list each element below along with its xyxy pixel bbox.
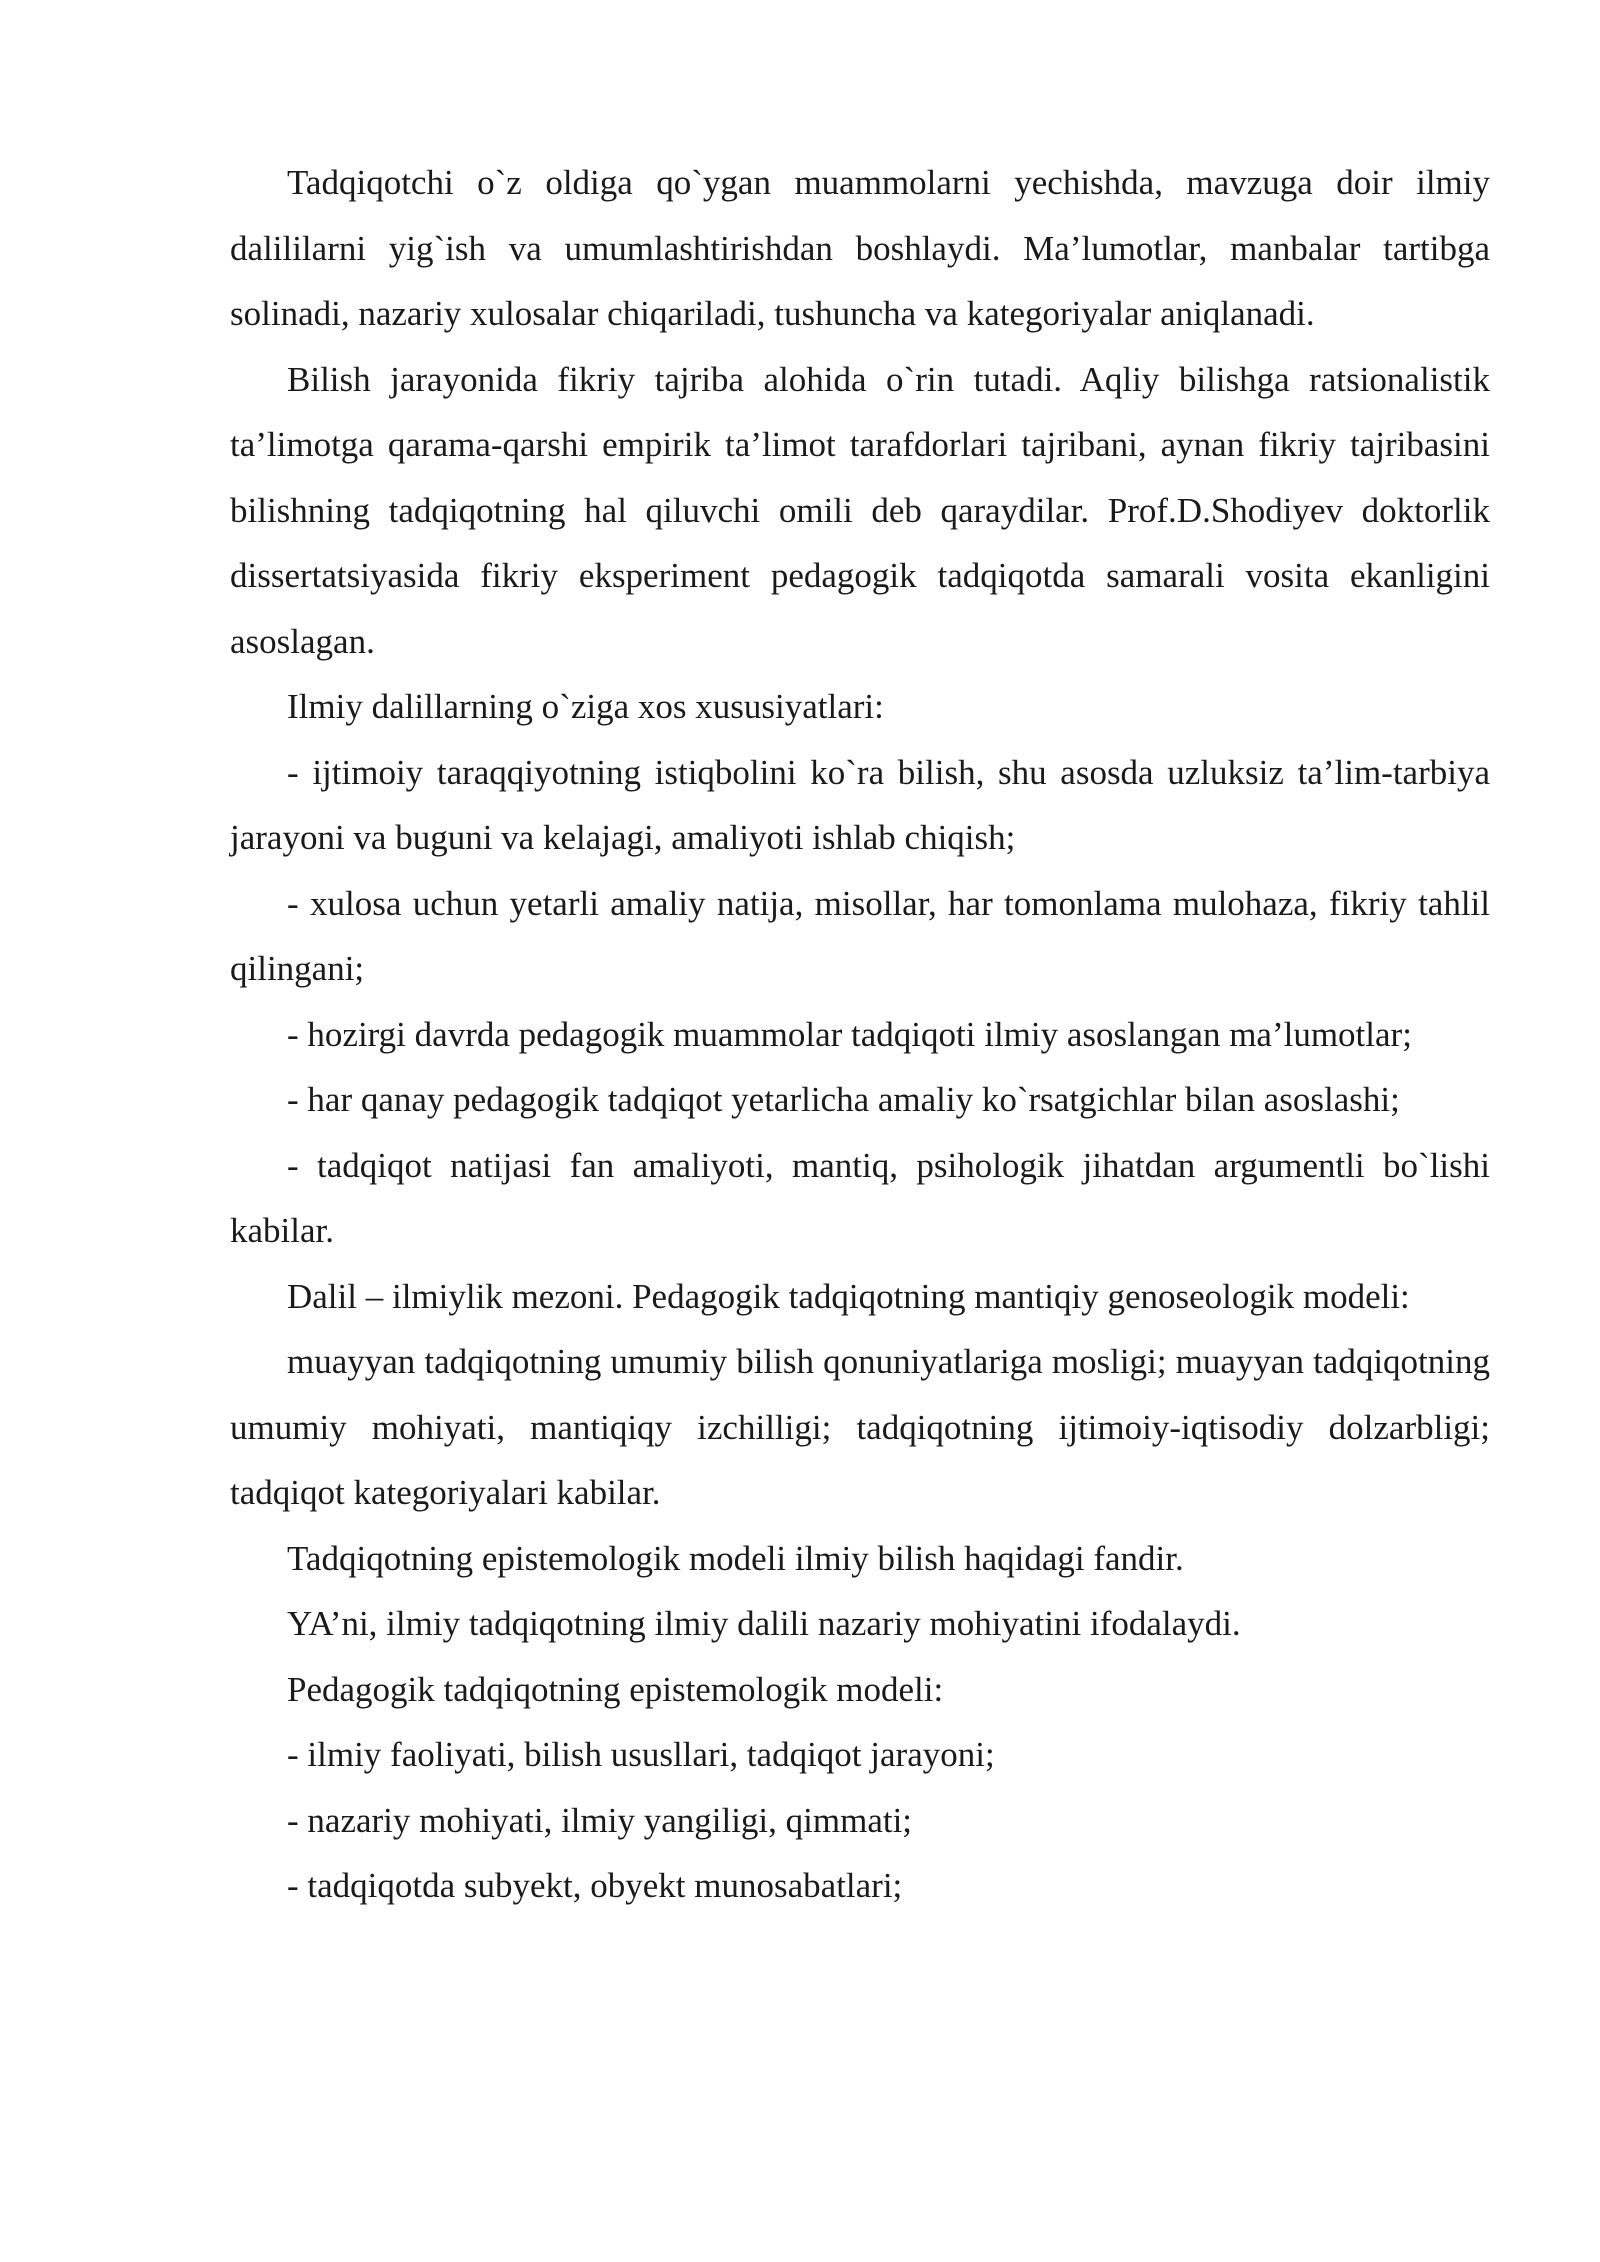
paragraph-model-details: muayyan tadqiqotning umumiy bilish qonuniyatlariga mosligi; muayyan tadqiqotning umumiy mohiyati, mantiqiqy izchilligi; tadqiqotning ijtimoiy-iqtisodiy dolzarbligi; tadqiqot kategoriyalari kabilar. [230, 1342, 1490, 1512]
paragraph-scientific-evidence: YA’ni, ilmiy tadqiqotning ilmiy dalili nazariy mohiyatini ifodalaydi. [287, 1604, 1241, 1643]
paragraph-epistemology: Tadqiqotning epistemologik modeli ilmiy bilish haqidagi fandir. [287, 1538, 1184, 1578]
list-item: - har qanay pedagogik tadqiqot yetarlicha amaliy ko`rsatgichlar bilan asoslashi; [287, 1080, 1400, 1119]
list-item: - nazariy mohiyati, ilmiy yangiligi, qimmati; [287, 1800, 913, 1840]
list-item: - ilmiy faoliyati, bilish ususllari, tadqiqot jarayoni; [287, 1735, 995, 1774]
list-item: - hozirgi davrda pedagogik muammolar tadqiqoti ilmiy asoslangan ma’lumotlar; [287, 1014, 1412, 1054]
paragraph-evidence-criterion: Dalil – ilmiylik mezoni. Pedagogik tadqiqotning mantiqiy genoseologik modeli: [287, 1276, 1410, 1316]
list-item: - xulosa uchun yetarli amaliy natija, misollar, har tomonlama mulohaza, fikriy tahlil qilingani; [230, 883, 1490, 988]
paragraph-model-heading: Pedagogik tadqiqotning epistemologik modeli: [287, 1669, 944, 1709]
paragraph-intro: Tadqiqotchi o`z oldiga qo`ygan muammolarni yechishda, mavzuga doir ilmiy dalililarni yig`ish va umumlashtirishdan boshlaydi. Ma’lumotlar, manbalar tartibga solinadi, nazariy xulosalar chiqariladi, tushuncha va kategoriyalar aniqlanadi. [230, 163, 1490, 333]
paragraph-thought-experiment: Bilish jarayonida fikriy tajriba alohida o`rin tutadi. Aqliy bilishga ratsionalistik ta’limotga qarama-qarshi empirik ta’limot tarafdorlari tajribani, aynan fikriy tajribasini bilishning tadqiqotning hal qiluvchi omili deb qaraydilar. Prof.D.Shodiyev doktorlik dissertatsiyasida fikriy eksperiment pedagogik tadqiqotda samarali vosita ekanligini asoslagan. [230, 359, 1490, 661]
paragraph-features-heading: Ilmiy dalillarning o`ziga xos xususiyatlari: [287, 687, 884, 726]
list-item: - tadqiqot natijasi fan amaliyoti, mantiq, psihologik jihatdan argumentli bo`lishi kabilar. [230, 1145, 1490, 1250]
list-item: - ijtimoiy taraqqiyotning istiqbolini ko`ra bilish, shu asosda uzluksiz ta’lim-tarbiya jarayoni va buguni va kelajagi, amaliyoti ishlab chiqish; [230, 752, 1490, 857]
list-item: - tadqiqotda subyekt, obyekt munosabatlari; [287, 1866, 903, 1905]
document-body [230, 150, 1490, 1919]
